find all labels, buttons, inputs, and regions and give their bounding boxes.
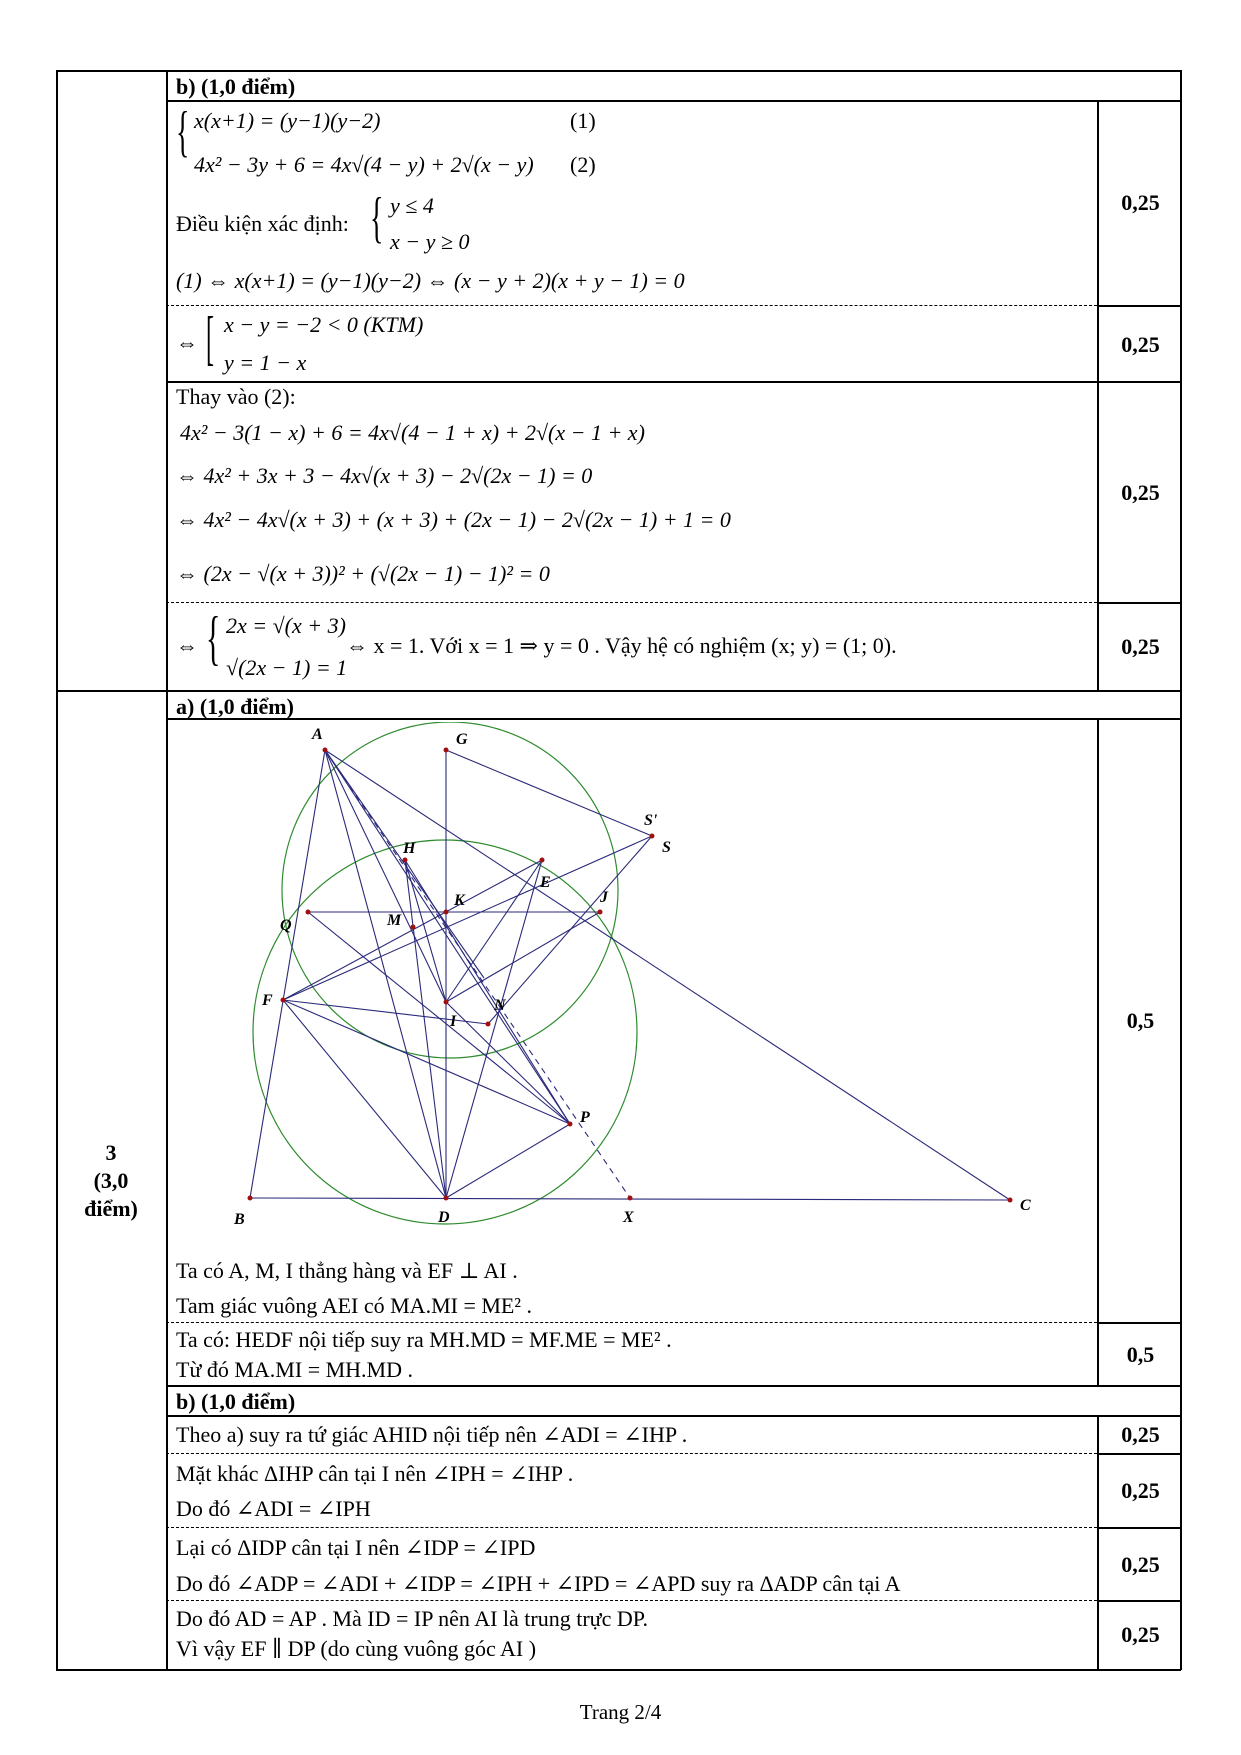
part-b-text-7: Vì vậy EF ∥ DP (do cùng vuông góc AI ) xyxy=(176,1636,537,1661)
row-rule xyxy=(56,690,1180,692)
question-points: (3,0 xyxy=(93,1168,129,1193)
part-a-text-3: Ta có: HEDF nội tiếp suy ra MH.MD = MF.ME = ME² . xyxy=(176,1327,672,1352)
condition-2: x − y ≥ 0 xyxy=(390,229,470,254)
part-b-text-4: Lại có ΔIDP cân tại I nên ∠IDP = ∠IPD xyxy=(176,1535,536,1560)
part-b-text-2: Mặt khác ΔIHP cân tại I nên ∠IPH = ∠IHP . xyxy=(176,1461,574,1486)
geometry-figure xyxy=(220,722,1050,1232)
point-label-S: S xyxy=(662,839,671,856)
condition-1: y ≤ 4 xyxy=(390,193,434,218)
case-bracket: [ xyxy=(206,305,214,371)
part-b-text-1: Theo a) suy ra tứ giác AHID nội tiếp nên ∠ADI = ∠IHP . xyxy=(176,1422,688,1447)
equation-2: 4x² − 3y + 6 = 4x√(4 − y) + 2√(x − y) xyxy=(194,152,534,177)
part-b-text-3: Do đó ∠ADI = ∠IPH xyxy=(176,1496,371,1521)
row-rule-dashed xyxy=(166,1600,1097,1601)
conclusion: ⇔ x = 1. Với x = 1 ⇒ y = 0 . Vậy hệ có nghiệm (x; y) = (1; 0). xyxy=(346,633,897,658)
system-brace: { xyxy=(176,101,190,163)
row-rule-dashed xyxy=(166,1322,1097,1323)
row-rule-dashed xyxy=(166,1527,1097,1528)
equation-1: x(x+1) = (y−1)(y−2) xyxy=(194,108,381,133)
condition-brace: { xyxy=(370,187,384,249)
substitute-line-2: ⇔ 4x² + 3x + 3 − 4x√(x + 3) − 2√(2x − 1) = 0 xyxy=(176,463,593,488)
system-brace-2: { xyxy=(206,605,221,671)
table-score-divider-2 xyxy=(1097,718,1099,1386)
row-rule xyxy=(1097,1453,1180,1455)
point-label-I: I xyxy=(450,1013,457,1030)
section-header: a) (1,0 điểm) xyxy=(176,694,294,719)
row-rule xyxy=(1097,1527,1180,1529)
score-cell: 0,25 xyxy=(1121,480,1160,505)
substitute-line-4: ⇔ (2x − √(x + 3))² + (√(2x − 1) − 1)² = 0 xyxy=(176,561,550,586)
score-cell: 0,25 xyxy=(1121,1552,1160,1577)
row-rule xyxy=(1097,602,1180,604)
row-rule xyxy=(166,100,1180,102)
row-rule-dashed xyxy=(166,1453,1097,1454)
score-cell: 0,25 xyxy=(1121,332,1160,357)
substitute-line-1: 4x² − 3(1 − x) + 6 = 4x√(4 − 1 + x) + 2√(x − 1 + x) xyxy=(180,420,645,445)
point-label-E: E xyxy=(540,874,551,891)
point-label-D: D xyxy=(438,1209,450,1226)
score-cell: 0,25 xyxy=(1121,190,1160,215)
substitute-label: Thay vào (2): xyxy=(176,384,296,409)
score-cell: 0,5 xyxy=(1126,1008,1155,1033)
question-points-unit: điểm) xyxy=(84,1196,138,1221)
condition-label: Điều kiện xác định: xyxy=(176,211,349,236)
row-rule xyxy=(166,718,1180,720)
point-label-P: P xyxy=(580,1109,590,1126)
equiv-symbol: ⇔ xyxy=(176,330,198,355)
score-cell: 0,5 xyxy=(1126,1342,1155,1367)
page-footer: Trang 2/4 xyxy=(579,1700,662,1724)
row-rule xyxy=(166,381,1180,383)
point-label-G: G xyxy=(456,731,468,748)
point-label-S-prime: S' xyxy=(644,812,658,829)
final-system-2: √(2x − 1) = 1 xyxy=(226,655,348,680)
section-header: b) (1,0 điểm) xyxy=(176,74,296,99)
question-number: 3 xyxy=(105,1140,117,1165)
part-a-text-2: Tam giác vuông AEI có MA.MI = ME² . xyxy=(176,1293,532,1318)
row-rule xyxy=(1097,305,1180,307)
circle-def xyxy=(253,840,637,1224)
row-rule-dashed xyxy=(166,305,1097,306)
point-label-K: K xyxy=(454,892,465,909)
case-2: y = 1 − x xyxy=(224,350,307,375)
point-label-M: M xyxy=(387,912,402,929)
table-bottom-border xyxy=(56,1669,1181,1671)
part-b-text-6: Do đó AD = AP . Mà ID = IP nên AI là trung trực DP. xyxy=(176,1606,649,1631)
row-rule xyxy=(1097,1322,1180,1324)
point-label-C: C xyxy=(1020,1197,1031,1214)
substitute-line-3: ⇔ 4x² − 4x√(x + 3) + (x + 3) + (2x − 1) − 2√(2x − 1) + 1 = 0 xyxy=(176,507,731,532)
point-label-H: H xyxy=(403,840,416,857)
row-rule xyxy=(1097,1600,1180,1602)
score-cell: 0,25 xyxy=(1121,634,1160,659)
final-system-1: 2x = √(x + 3) xyxy=(226,613,346,638)
point-label-B: B xyxy=(234,1211,245,1228)
row-rule-dashed xyxy=(166,602,1097,603)
score-cell: 0,25 xyxy=(1121,1622,1160,1647)
case-1: x − y = −2 < 0 (KTM) xyxy=(224,312,424,337)
score-cell: 0,25 xyxy=(1121,1422,1160,1447)
point-label-Q: Q xyxy=(280,917,292,934)
table-top-border xyxy=(56,70,1180,72)
equiv-symbol: ⇔ xyxy=(176,633,198,658)
point-label-J: J xyxy=(600,889,608,906)
part-a-text-1: Ta có A, M, I thẳng hàng và EF ⊥ AI . xyxy=(176,1258,518,1283)
table-col-divider xyxy=(166,70,168,1670)
point-label-F: F xyxy=(262,992,273,1009)
row-rule xyxy=(166,1385,1180,1387)
point-label-A: A xyxy=(312,726,323,743)
section-header: b) (1,0 điểm) xyxy=(176,1389,296,1414)
score-cell: 0,25 xyxy=(1121,1478,1160,1503)
equation-1-tag: (1) xyxy=(570,108,596,133)
row-rule xyxy=(166,1415,1180,1417)
point-label-X: X xyxy=(623,1209,634,1226)
equation-2-tag: (2) xyxy=(570,152,596,177)
step-factorization: (1) ⇔ x(x+1) = (y−1)(y−2) ⇔ (x − y + 2)(x + y − 1) = 0 xyxy=(176,268,685,293)
part-a-text-4: Từ đó MA.MI = MH.MD . xyxy=(176,1357,414,1382)
table-left-border xyxy=(56,70,58,1670)
circle-aef xyxy=(282,722,618,1058)
point-label-N: N xyxy=(494,997,506,1014)
part-b-text-5: Do đó ∠ADP = ∠ADI + ∠IDP = ∠IPH + ∠IPD = ∠APD suy ra ΔADP cân tại A xyxy=(176,1571,901,1596)
